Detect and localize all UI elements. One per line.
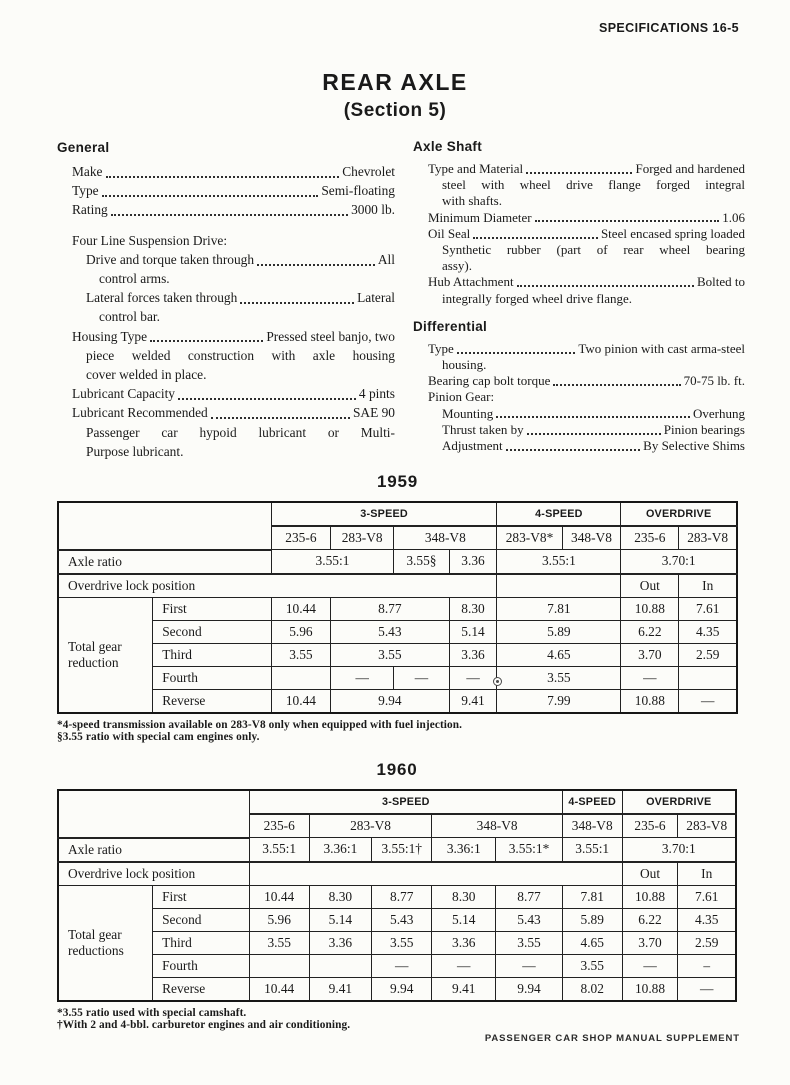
table-cell: In: [679, 574, 737, 598]
spec-line: with shafts.: [442, 193, 502, 209]
table-cell: 5.43: [496, 908, 563, 931]
spec-line: Pinion Gear:: [428, 389, 495, 405]
table-cell-empty: [271, 666, 330, 689]
table-cell: 7.81: [497, 597, 621, 620]
table-cell: 3.55: [497, 666, 621, 689]
dot-leader: [473, 226, 598, 239]
spec-line: control arms.: [99, 271, 170, 287]
spec-line: [413, 274, 745, 290]
table-cell: 6.22: [621, 620, 679, 643]
table-cell: Total gear reductions: [58, 885, 153, 1001]
table-cell: 9.94: [372, 977, 432, 1001]
table-cell: 2.59: [678, 931, 736, 954]
spec-label: Lubricant Recommended: [72, 405, 208, 421]
spec-value: Pressed steel banjo, two: [266, 328, 395, 344]
table-cell: 9.94: [496, 977, 563, 1001]
footnote-line: *4-speed transmission available on 283-V8 only when equipped with fuel injection.: [57, 718, 463, 731]
spec-label: Rating: [72, 202, 108, 218]
spec-value: Steel encased spring loaded: [600, 225, 745, 241]
table-cell: —: [432, 954, 496, 977]
axle-shaft-spec-lines: [413, 161, 745, 307]
table-cell: 5.89: [497, 620, 621, 643]
left-column: [57, 140, 395, 461]
table-cell: 283-V8: [331, 526, 394, 550]
table-cell: 8.30: [449, 597, 497, 620]
dot-leader: [150, 327, 263, 343]
page-footer-label: PASSENGER CAR SHOP MANUAL SUPPLEMENT: [484, 1033, 740, 1044]
spec-table-1960: [57, 789, 737, 1002]
table-cell: 3.55: [562, 954, 622, 977]
table-cell: 3.70: [622, 931, 678, 954]
table-cell: 10.44: [249, 977, 309, 1001]
table-row: [58, 502, 737, 526]
table-cell: Second: [153, 908, 250, 931]
dot-leader: [240, 288, 354, 304]
table-cell: 7.99: [497, 689, 621, 713]
table-cell: 3.70: [621, 643, 679, 666]
table-cell: —: [331, 666, 394, 689]
footnote-line: †With 2 and 4-bbl. carburetor engines and air conditioning.: [57, 1019, 351, 1031]
table-row: [58, 574, 737, 598]
table-row: [58, 931, 736, 954]
dot-leader: [257, 250, 375, 266]
table-row: [58, 597, 737, 620]
spec-line: [413, 373, 745, 389]
table-title-1959: 1959: [376, 472, 419, 491]
gear-table-1959: [57, 501, 738, 714]
table-cell: 4.65: [497, 643, 621, 666]
spec-line: [413, 422, 745, 438]
table-cell: Overdrive lock position: [58, 862, 249, 886]
table-row: [58, 689, 737, 713]
table-cell: —: [621, 666, 679, 689]
dot-leader: [496, 406, 690, 419]
table-row: [58, 838, 736, 862]
table-cell: 3.55: [271, 643, 330, 666]
table-cell: 235-6: [271, 526, 330, 550]
table-cell: 3.55§: [394, 550, 449, 574]
spec-value: SAE 90: [352, 405, 395, 421]
spec-label: Lubricant Capacity: [72, 386, 175, 402]
spec-line: housing.: [442, 357, 487, 373]
spec-line: [57, 162, 395, 181]
spec-label: Type: [72, 183, 99, 199]
table-cell: 3.70:1: [622, 838, 736, 862]
spec-value: 3000 lb.: [351, 202, 395, 218]
spec-line: [413, 226, 745, 242]
spec-label: Lateral forces taken through: [86, 290, 238, 306]
table-cell: 348-V8: [562, 814, 622, 838]
spec-table-1959: [57, 501, 738, 714]
dot-leader: [553, 373, 680, 386]
spec-line: cover welded in place.: [86, 367, 207, 383]
table-cell: 3-SPEED: [249, 790, 562, 814]
section-heading-axle-shaft: Axle Shaft: [413, 139, 483, 154]
table-row: [58, 643, 737, 666]
section-differential: [413, 319, 745, 454]
table-row: [58, 954, 736, 977]
table-cell: Reverse: [153, 689, 271, 713]
spec-value: 4 pints: [358, 386, 395, 402]
spec-label: Mounting: [442, 405, 494, 421]
table-cell: Out: [622, 862, 678, 886]
table-cell: 3.36:1: [432, 838, 496, 862]
page-subtitle: (Section 5): [343, 100, 447, 121]
table-row: [58, 550, 737, 574]
spec-line: [413, 341, 745, 357]
table-cell: 10.88: [621, 597, 679, 620]
spec-line: [413, 406, 745, 422]
spec-line: [57, 384, 395, 403]
table-cell: 283-V8: [679, 526, 737, 550]
table-cell: 4-SPEED: [497, 502, 621, 526]
page-title: REAR AXLE: [322, 69, 468, 95]
table-cell: 3.55:1: [271, 550, 394, 574]
table-cell: Out: [621, 574, 679, 598]
spec-label: Drive and torque taken through: [86, 251, 255, 267]
table-cell: —: [679, 689, 737, 713]
section-general: [57, 140, 395, 461]
table-row: [58, 620, 737, 643]
table-cell: 235-6: [621, 526, 679, 550]
footnotes-1959: [57, 719, 738, 744]
spec-line: Four Line Suspension Drive:: [72, 232, 228, 248]
table-cell: 3.55:1†: [372, 838, 432, 862]
spec-line: Passenger car hypoid lubricant or Multi-: [86, 424, 395, 440]
spec-line: [57, 288, 395, 307]
table-cell: 4.35: [678, 908, 736, 931]
spec-line: [413, 210, 745, 226]
spec-line: steel with wheel drive flange forged integral: [442, 177, 745, 193]
section-heading-differential: Differential: [413, 318, 488, 334]
dot-leader: [526, 161, 632, 174]
spec-label: Minimum Diameter: [428, 209, 532, 225]
table-row: [58, 790, 736, 814]
table-cell: 8.02: [562, 977, 622, 1001]
table-cell: 6.22: [622, 908, 678, 931]
dot-leader: [106, 162, 340, 178]
table-cell: OVERDRIVE: [622, 790, 736, 814]
table-cell-empty: [58, 502, 271, 550]
spec-line: control bar.: [99, 309, 160, 325]
table-cell: Overdrive lock position: [58, 574, 497, 598]
section-axle-shaft: [413, 139, 745, 307]
spec-label: Hub Attachment: [428, 274, 514, 290]
table-cell: Axle ratio: [58, 550, 271, 574]
spec-line: piece welded construction with axle housing: [86, 347, 395, 363]
table-cell: —: [678, 977, 736, 1001]
table-cell: 7.61: [678, 885, 736, 908]
table-cell: 3.36: [449, 550, 497, 574]
table-cell: 3.36: [309, 931, 371, 954]
table-cell: 3.55: [331, 643, 449, 666]
dot-leader: [457, 341, 576, 354]
table-cell: Third: [153, 643, 271, 666]
table-cell: First: [153, 597, 271, 620]
table-cell: —: [449, 666, 497, 689]
spec-value: Forged and hardened: [635, 161, 745, 176]
table-title-1960: 1960: [376, 760, 418, 779]
spec-line: [413, 438, 745, 454]
table-cell: Axle ratio: [58, 838, 249, 862]
spec-value: Chevrolet: [342, 164, 395, 179]
dot-leader: [535, 210, 720, 223]
table-cell: 3.55:1: [249, 838, 309, 862]
table-row: [58, 885, 736, 908]
dot-leader: [506, 438, 640, 451]
table-cell: 2.59: [679, 643, 737, 666]
spec-value: All: [377, 251, 395, 267]
table-cell: 8.77: [372, 885, 432, 908]
spec-label: Type: [428, 340, 454, 356]
spec-line: integrally forged wheel drive flange.: [442, 290, 632, 306]
table-cell: 8.77: [496, 885, 563, 908]
table-cell: 10.44: [271, 597, 330, 620]
spec-line: [57, 200, 395, 219]
footnote-line: §3.55 ratio with special cam engines only.: [57, 731, 260, 743]
table-cell: 348-V8: [562, 526, 621, 550]
spec-line: [57, 327, 395, 346]
spec-value: Bolted to: [696, 274, 745, 290]
table-cell: 235-6: [249, 814, 309, 838]
table-cell: 5.89: [562, 908, 622, 931]
spec-label: Make: [72, 164, 103, 179]
table-cell: 9.41: [449, 689, 497, 713]
table-cell: 7.81: [562, 885, 622, 908]
spec-line: [57, 181, 395, 200]
table-cell-empty: [58, 790, 249, 838]
table-cell: —: [622, 954, 678, 977]
table-cell: 4-SPEED: [562, 790, 622, 814]
spec-label: Adjustment: [442, 438, 503, 454]
table-cell: Total gear reduction: [58, 597, 153, 713]
table-cell: First: [153, 885, 250, 908]
spec-label: Bearing cap bolt torque: [428, 373, 551, 389]
spec-label: Type and Material: [428, 161, 524, 176]
table-cell: 3.36: [449, 643, 497, 666]
section-heading-general: General: [57, 140, 110, 155]
table-row: [58, 977, 736, 1001]
table-cell: —: [496, 954, 563, 977]
spec-value: Overhung: [693, 405, 745, 421]
general-spec-lines: [57, 162, 395, 461]
table-cell: 283-V8: [309, 814, 432, 838]
table-cell: 4.65: [562, 931, 622, 954]
table-cell: 5.96: [271, 620, 330, 643]
spec-line: [413, 161, 745, 177]
table-cell: Reverse: [153, 977, 250, 1001]
table-cell: In: [678, 862, 736, 886]
table-cell: —: [394, 666, 449, 689]
table-cell-empty: [309, 954, 371, 977]
table-cell: 9.41: [309, 977, 371, 1001]
table-cell: —: [372, 954, 432, 977]
table-cell: 5.14: [432, 908, 496, 931]
table-cell: 10.44: [271, 689, 330, 713]
table-cell: Fourth: [153, 954, 250, 977]
table-cell: 348-V8: [394, 526, 497, 550]
spec-line: [57, 403, 395, 422]
table-cell: Second: [153, 620, 271, 643]
table-cell: 10.88: [621, 689, 679, 713]
spec-value: 1.06: [722, 209, 745, 225]
table-block-1960: [57, 760, 737, 1032]
table-cell: 10.88: [622, 977, 678, 1001]
table-cell: 8.30: [432, 885, 496, 908]
spec-label: Housing Type: [72, 328, 148, 344]
table-cell: 3.55:1: [497, 550, 621, 574]
table-cell: –: [678, 954, 736, 977]
spec-value: Two pinion with cast arma-steel: [578, 340, 745, 356]
table-cell: 3.55: [496, 931, 563, 954]
table-cell-empty: [679, 666, 737, 689]
spec-label: Oil Seal: [428, 225, 471, 241]
table-cell: OVERDRIVE: [621, 502, 737, 526]
dot-leader: [111, 200, 348, 216]
table-cell: 7.61: [679, 597, 737, 620]
table-cell: 3.55:1: [562, 838, 622, 862]
footnote-line: *3.55 ratio used with special camshaft.: [57, 1006, 247, 1019]
table-cell: 9.41: [432, 977, 496, 1001]
table-cell: 10.88: [622, 885, 678, 908]
table-cell: 5.43: [331, 620, 449, 643]
gear-table-1960: [57, 789, 737, 1002]
table-cell-empty: [249, 954, 309, 977]
spec-line: Purpose lubricant.: [86, 443, 184, 459]
table-cell: 10.44: [249, 885, 309, 908]
table-cell: 3.55: [372, 931, 432, 954]
spec-line: Synthetic rubber (part of rear wheel bearing: [442, 242, 745, 258]
spec-value: Lateral: [357, 290, 395, 306]
table-block-1959: [57, 472, 738, 744]
dot-leader: [102, 181, 319, 197]
table-row: [58, 862, 736, 886]
spec-value: 70-75 lb. ft.: [683, 373, 745, 389]
table-cell-empty: [249, 862, 622, 886]
table-cell: 4.35: [679, 620, 737, 643]
table-cell: 5.14: [449, 620, 497, 643]
dot-leader: [517, 274, 694, 287]
table-cell: 9.94: [331, 689, 449, 713]
table-cell: 8.77: [331, 597, 449, 620]
table-cell: 3.55:1*: [496, 838, 563, 862]
spec-line: [57, 250, 395, 269]
table-row: [58, 666, 737, 689]
table-cell: 3.55: [249, 931, 309, 954]
table-cell: 8.30: [309, 885, 371, 908]
spec-value: Pinion bearings: [663, 421, 745, 437]
table-cell: 5.14: [309, 908, 371, 931]
spec-value: By Selective Shims: [643, 438, 745, 454]
table-cell: 3.36: [432, 931, 496, 954]
table-cell: 5.43: [372, 908, 432, 931]
scan-artifact-ring: [493, 677, 502, 686]
differential-spec-lines: [413, 341, 745, 454]
spec-value: Semi-floating: [321, 183, 395, 199]
spec-label: Thrust taken by: [442, 421, 524, 437]
table-cell: 5.96: [249, 908, 309, 931]
dot-leader: [178, 384, 356, 400]
table-cell: 3.70:1: [621, 550, 737, 574]
table-row: [58, 908, 736, 931]
table-cell: 283-V8: [678, 814, 736, 838]
table-cell-empty: [497, 574, 621, 598]
table-cell: Third: [153, 931, 250, 954]
table-cell: 283-V8*: [497, 526, 562, 550]
dot-leader: [527, 422, 661, 435]
table-cell: 3.36:1: [309, 838, 371, 862]
right-column: [413, 139, 745, 454]
dot-leader: [211, 403, 350, 419]
page-header-label: SPECIFICATIONS 16-5: [598, 21, 739, 35]
table-cell: 348-V8: [432, 814, 563, 838]
table-cell: 235-6: [622, 814, 678, 838]
footnotes-1960: [57, 1007, 737, 1032]
table-cell: Fourth: [153, 666, 271, 689]
spec-line: assy).: [442, 258, 472, 274]
table-cell: 3-SPEED: [271, 502, 497, 526]
